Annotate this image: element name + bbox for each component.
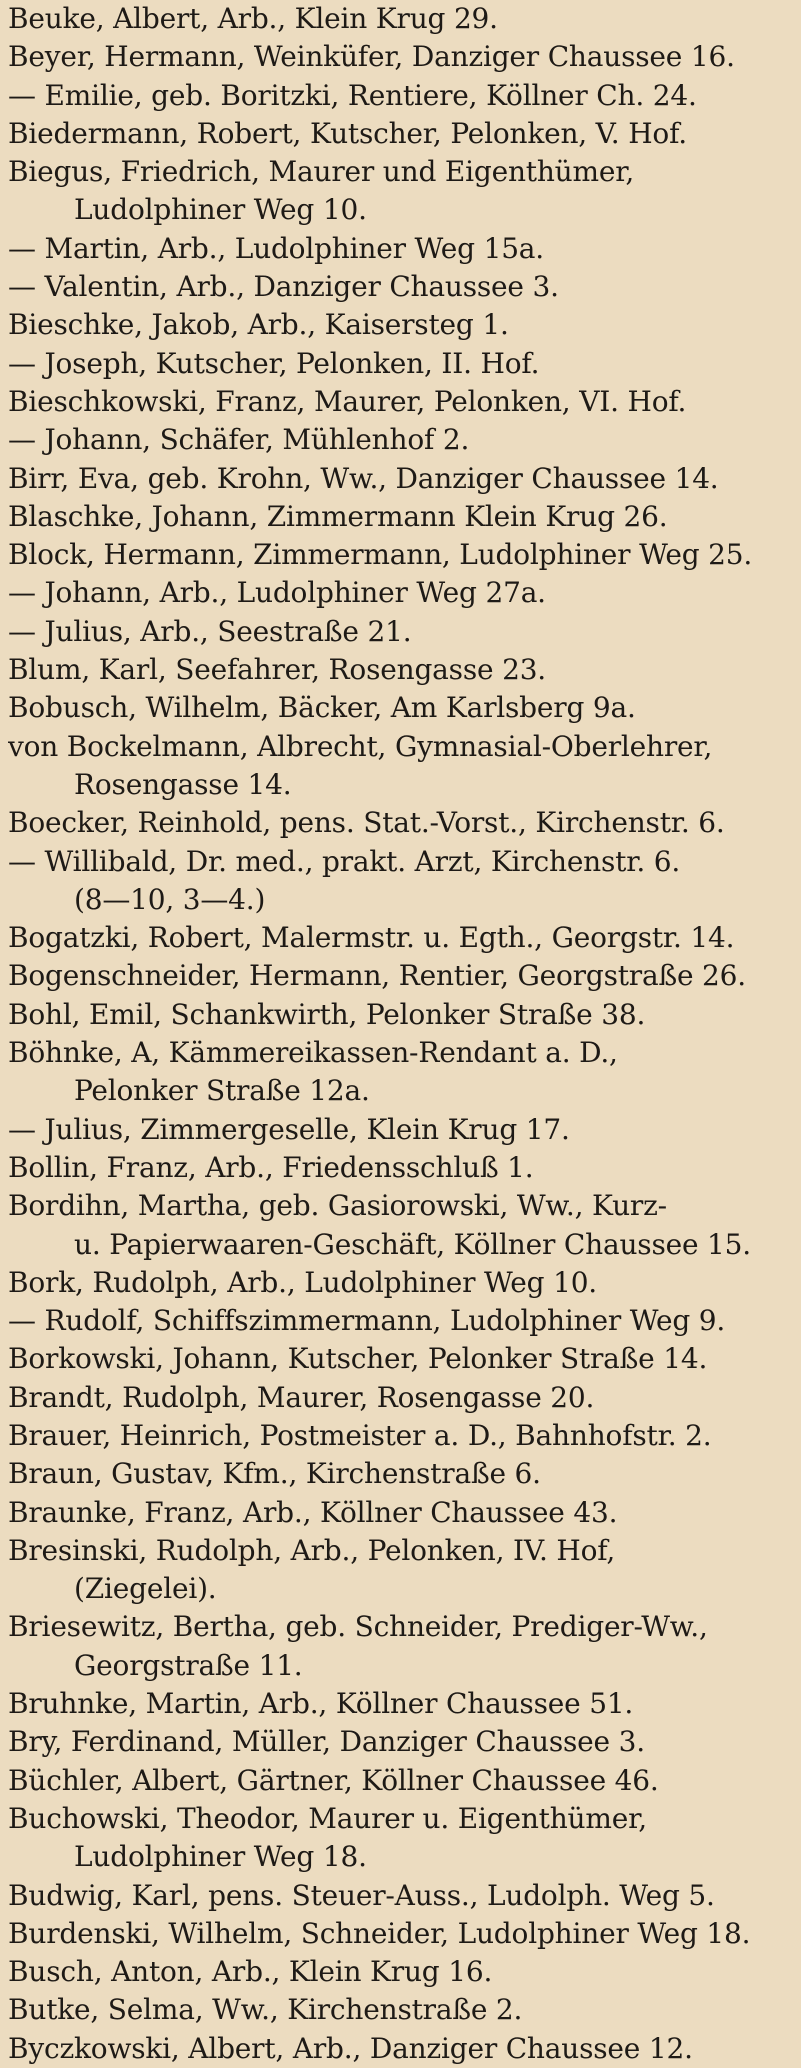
list-item: Beyer, Hermann, Weinküfer, Danziger Chaussee 16. xyxy=(8,40,735,74)
list-item: Busch, Anton, Arb., Klein Krug 16. xyxy=(8,1955,493,1989)
list-item: Beuke, Albert, Arb., Klein Krug 29. xyxy=(8,2,498,35)
list-item: Borkowski, Johann, Kutscher, Pelonker Straße 14. xyxy=(8,1342,708,1376)
list-item: Bresinski, Rudolph, Arb., Pelonken, IV. Hof, xyxy=(8,1533,616,1567)
list-item: — Rudolf, Schiffszimmermann, Ludolphiner Weg 9. xyxy=(8,1304,726,1338)
list-item: Büchler, Albert, Gärtner, Köllner Chaussee 46. xyxy=(8,1763,659,1797)
list-item: — Johann, Schäfer, Mühlenhof 2. xyxy=(8,423,470,457)
address-list xyxy=(8,0,794,2068)
list-item: Birr, Eva, geb. Krohn, Ww., Danziger Chaussee 14. xyxy=(8,461,719,495)
list-item: Bobusch, Wilhelm, Bäcker, Am Karlsberg 9a. xyxy=(8,691,636,725)
list-item: Buchowski, Theodor, Maurer u. Eigenthümer, xyxy=(8,1801,647,1835)
list-item: Bordihn, Martha, geb. Gasiorowski, Ww., Kurz- xyxy=(8,1189,667,1223)
list-item: Boecker, Reinhold, pens. Stat.-Vorst., Kirchenstr. 6. xyxy=(8,806,725,840)
list-item: Briesewitz, Bertha, geb. Schneider, Prediger-Ww., xyxy=(8,1610,708,1644)
list-item-continuation: u. Papierwaaren-Geschäft, Köllner Chaussee 15. xyxy=(74,1227,751,1261)
list-item: — Joseph, Kutscher, Pelonken, II. Hof. xyxy=(8,346,540,380)
list-item: — Emilie, geb. Boritzki, Rentiere, Köllner Ch. 24. xyxy=(8,78,697,112)
list-item-continuation: Ludolphiner Weg 18. xyxy=(74,1840,367,1874)
list-item: Biegus, Friedrich, Maurer und Eigenthümer, xyxy=(8,155,635,189)
list-item: Biedermann, Robert, Kutscher, Pelonken, V. Hof. xyxy=(8,116,687,150)
list-item-continuation: Rosengasse 14. xyxy=(74,767,292,801)
list-item: Byczkowski, Albert, Arb., Danziger Chaussee 12. xyxy=(8,2031,693,2065)
list-item: Budwig, Karl, pens. Steuer-Auss., Ludolph. Weg 5. xyxy=(8,1878,715,1912)
list-item-continuation: Ludolphiner Weg 10. xyxy=(74,193,367,227)
list-item: — Valentin, Arb., Danziger Chaussee 3. xyxy=(8,270,559,304)
list-item: Burdenski, Wilhelm, Schneider, Ludolphiner Weg 18. xyxy=(8,1916,751,1950)
list-item: Braun, Gustav, Kfm., Kirchenstraße 6. xyxy=(8,1457,541,1491)
list-item: Bieschke, Jakob, Arb., Kaisersteg 1. xyxy=(8,308,509,342)
list-item: — Julius, Arb., Seestraße 21. xyxy=(8,614,412,648)
list-item: — Martin, Arb., Ludolphiner Weg 15a. xyxy=(8,231,544,265)
list-item: Blum, Karl, Seefahrer, Rosengasse 23. xyxy=(8,653,547,687)
list-item: Bogatzki, Robert, Malermstr. u. Egth., Georgstr. 14. xyxy=(8,921,735,955)
list-item: von Bockelmann, Albrecht, Gymnasial-Oberlehrer, xyxy=(8,729,713,763)
list-item-continuation: (Ziegelei). xyxy=(74,1572,217,1606)
list-item-continuation: (8—10, 3—4.) xyxy=(74,882,266,916)
list-item: — Julius, Zimmergeselle, Klein Krug 17. xyxy=(8,1112,570,1146)
list-item: Bohl, Emil, Schankwirth, Pelonker Straße 38. xyxy=(8,997,646,1031)
list-item: Block, Hermann, Zimmermann, Ludolphiner Weg 25. xyxy=(8,538,753,572)
list-item: Bruhnke, Martin, Arb., Köllner Chaussee 51. xyxy=(8,1687,634,1721)
list-item: Böhnke, A, Kämmereikassen-Rendant a. D., xyxy=(8,1036,618,1070)
list-item: Braunke, Franz, Arb., Köllner Chaussee 43. xyxy=(8,1495,618,1529)
list-item: Bry, Ferdinand, Müller, Danziger Chaussee 3. xyxy=(8,1725,645,1759)
list-item: Bogenschneider, Hermann, Rentier, Georgstraße 26. xyxy=(8,959,746,993)
list-item: Blaschke, Johann, Zimmermann Klein Krug 26. xyxy=(8,499,668,533)
list-item: Brandt, Rudolph, Maurer, Rosengasse 20. xyxy=(8,1380,595,1414)
list-item: Brauer, Heinrich, Postmeister a. D., Bahnhofstr. 2. xyxy=(8,1418,712,1452)
list-item-continuation: Georgstraße 11. xyxy=(74,1648,303,1682)
list-item: Bork, Rudolph, Arb., Ludolphiner Weg 10. xyxy=(8,1265,598,1299)
list-item: Bollin, Franz, Arb., Friedensschluß 1. xyxy=(8,1150,534,1184)
list-item: Bieschkowski, Franz, Maurer, Pelonken, VI. Hof. xyxy=(8,384,687,418)
list-item: — Willibald, Dr. med., prakt. Arzt, Kirchenstr. 6. xyxy=(8,844,681,878)
list-item-continuation: Pelonker Straße 12a. xyxy=(74,1074,370,1108)
list-item: — Johann, Arb., Ludolphiner Weg 27a. xyxy=(8,576,546,610)
list-item: Butke, Selma, Ww., Kirchenstraße 2. xyxy=(8,1993,523,2027)
